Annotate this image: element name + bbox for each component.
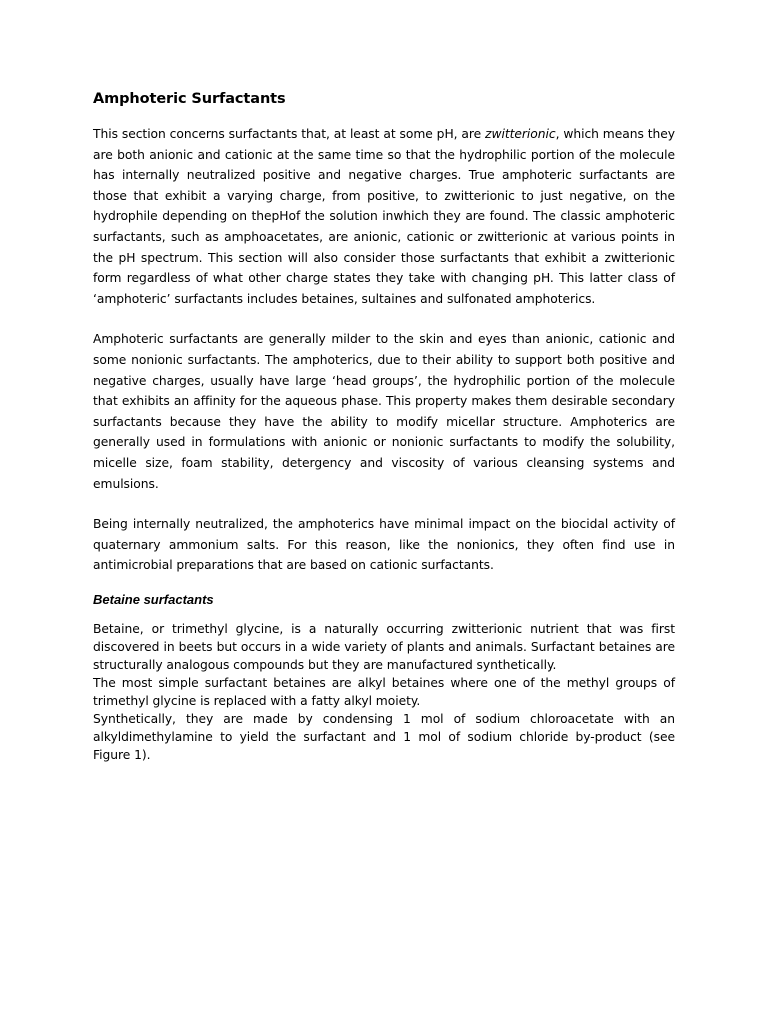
paragraph-intro [93, 124, 675, 309]
paragraph-alkyl-betaines: The most simple surfactant betaines are alkyl betaines where one of the methyl groups of trimethyl glycine is replaced with a fatty alkyl moiety. [93, 675, 675, 708]
paragraph-betaine-definition: Betaine, or trimethyl glycine, is a naturally occurring zwitterionic nutrient that was first discovered in beets but occurs in a wide variety of plants and animals. Surfactant betaines are structurally analogous compounds but they are manufactured synthetically. [93, 621, 675, 672]
paragraph-biocidal: Being internally neutralized, the amphoterics have minimal impact on the biocidal activity of quaternary ammonium salts. For this reason, like the nonionics, they often find use in antimicrobial preparations that are based on cationic surfactants. [93, 517, 675, 573]
document-page [93, 88, 675, 764]
paragraph-intro-text-start: This section concerns surfactants that, at least at some pH, are [93, 127, 486, 141]
paragraph-mildness: Amphoteric surfactants are generally milder to the skin and eyes than anionic, cationic and some nonionic surfactants. The amphoterics, due to their ability to support both positive and negative charges, usually have large ‘head groups’, the hydrophilic portion of the molecule that exhibits an affinity for the aqueous phase. This property makes them desirable secondary surfactants because they have the ability to modify micellar structure. Amphoterics are generally used in formulations with anionic or nonionic surfactants to modify the solubility, micelle size, foam stability, detergency and viscosity of various cleansing systems and emulsions. [93, 332, 675, 491]
paragraph-intro-text-end: , which means they are both anionic and cationic at the same time so that the hydrophilic portion of the molecule has internally neutralized positive and negative charges. True amphoteric surfactants are those that exhibit a varying charge, from positive, to zwitterionic to just negative, on the hydrophile depending on thepHof the solution inwhich they are found. The classic amphoteric surfactants, such as amphoacetates, are anionic, cationic or zwitterionic at various points in the pH spectrum. This section will also consider those surfactants that exhibit a zwitterionic form regardless of what other charge states they take with changing pH. This latter class of ‘amphoteric’ surfactants includes betaines, sultaines and sulfonated amphoterics. [93, 127, 675, 306]
emphasis-zwitterionic: zwitterionic [485, 127, 556, 141]
paragraph-synthesis: Synthetically, they are made by condensing 1 mol of sodium chloroacetate with an alkyldimethylamine to yield the surfactant and 1 mol of sodium chloride by-product (see Figure 1). [93, 711, 675, 762]
subheading-betaine: Betaine surfactants [93, 591, 214, 607]
section-title: Amphoteric Surfactants [93, 91, 286, 107]
